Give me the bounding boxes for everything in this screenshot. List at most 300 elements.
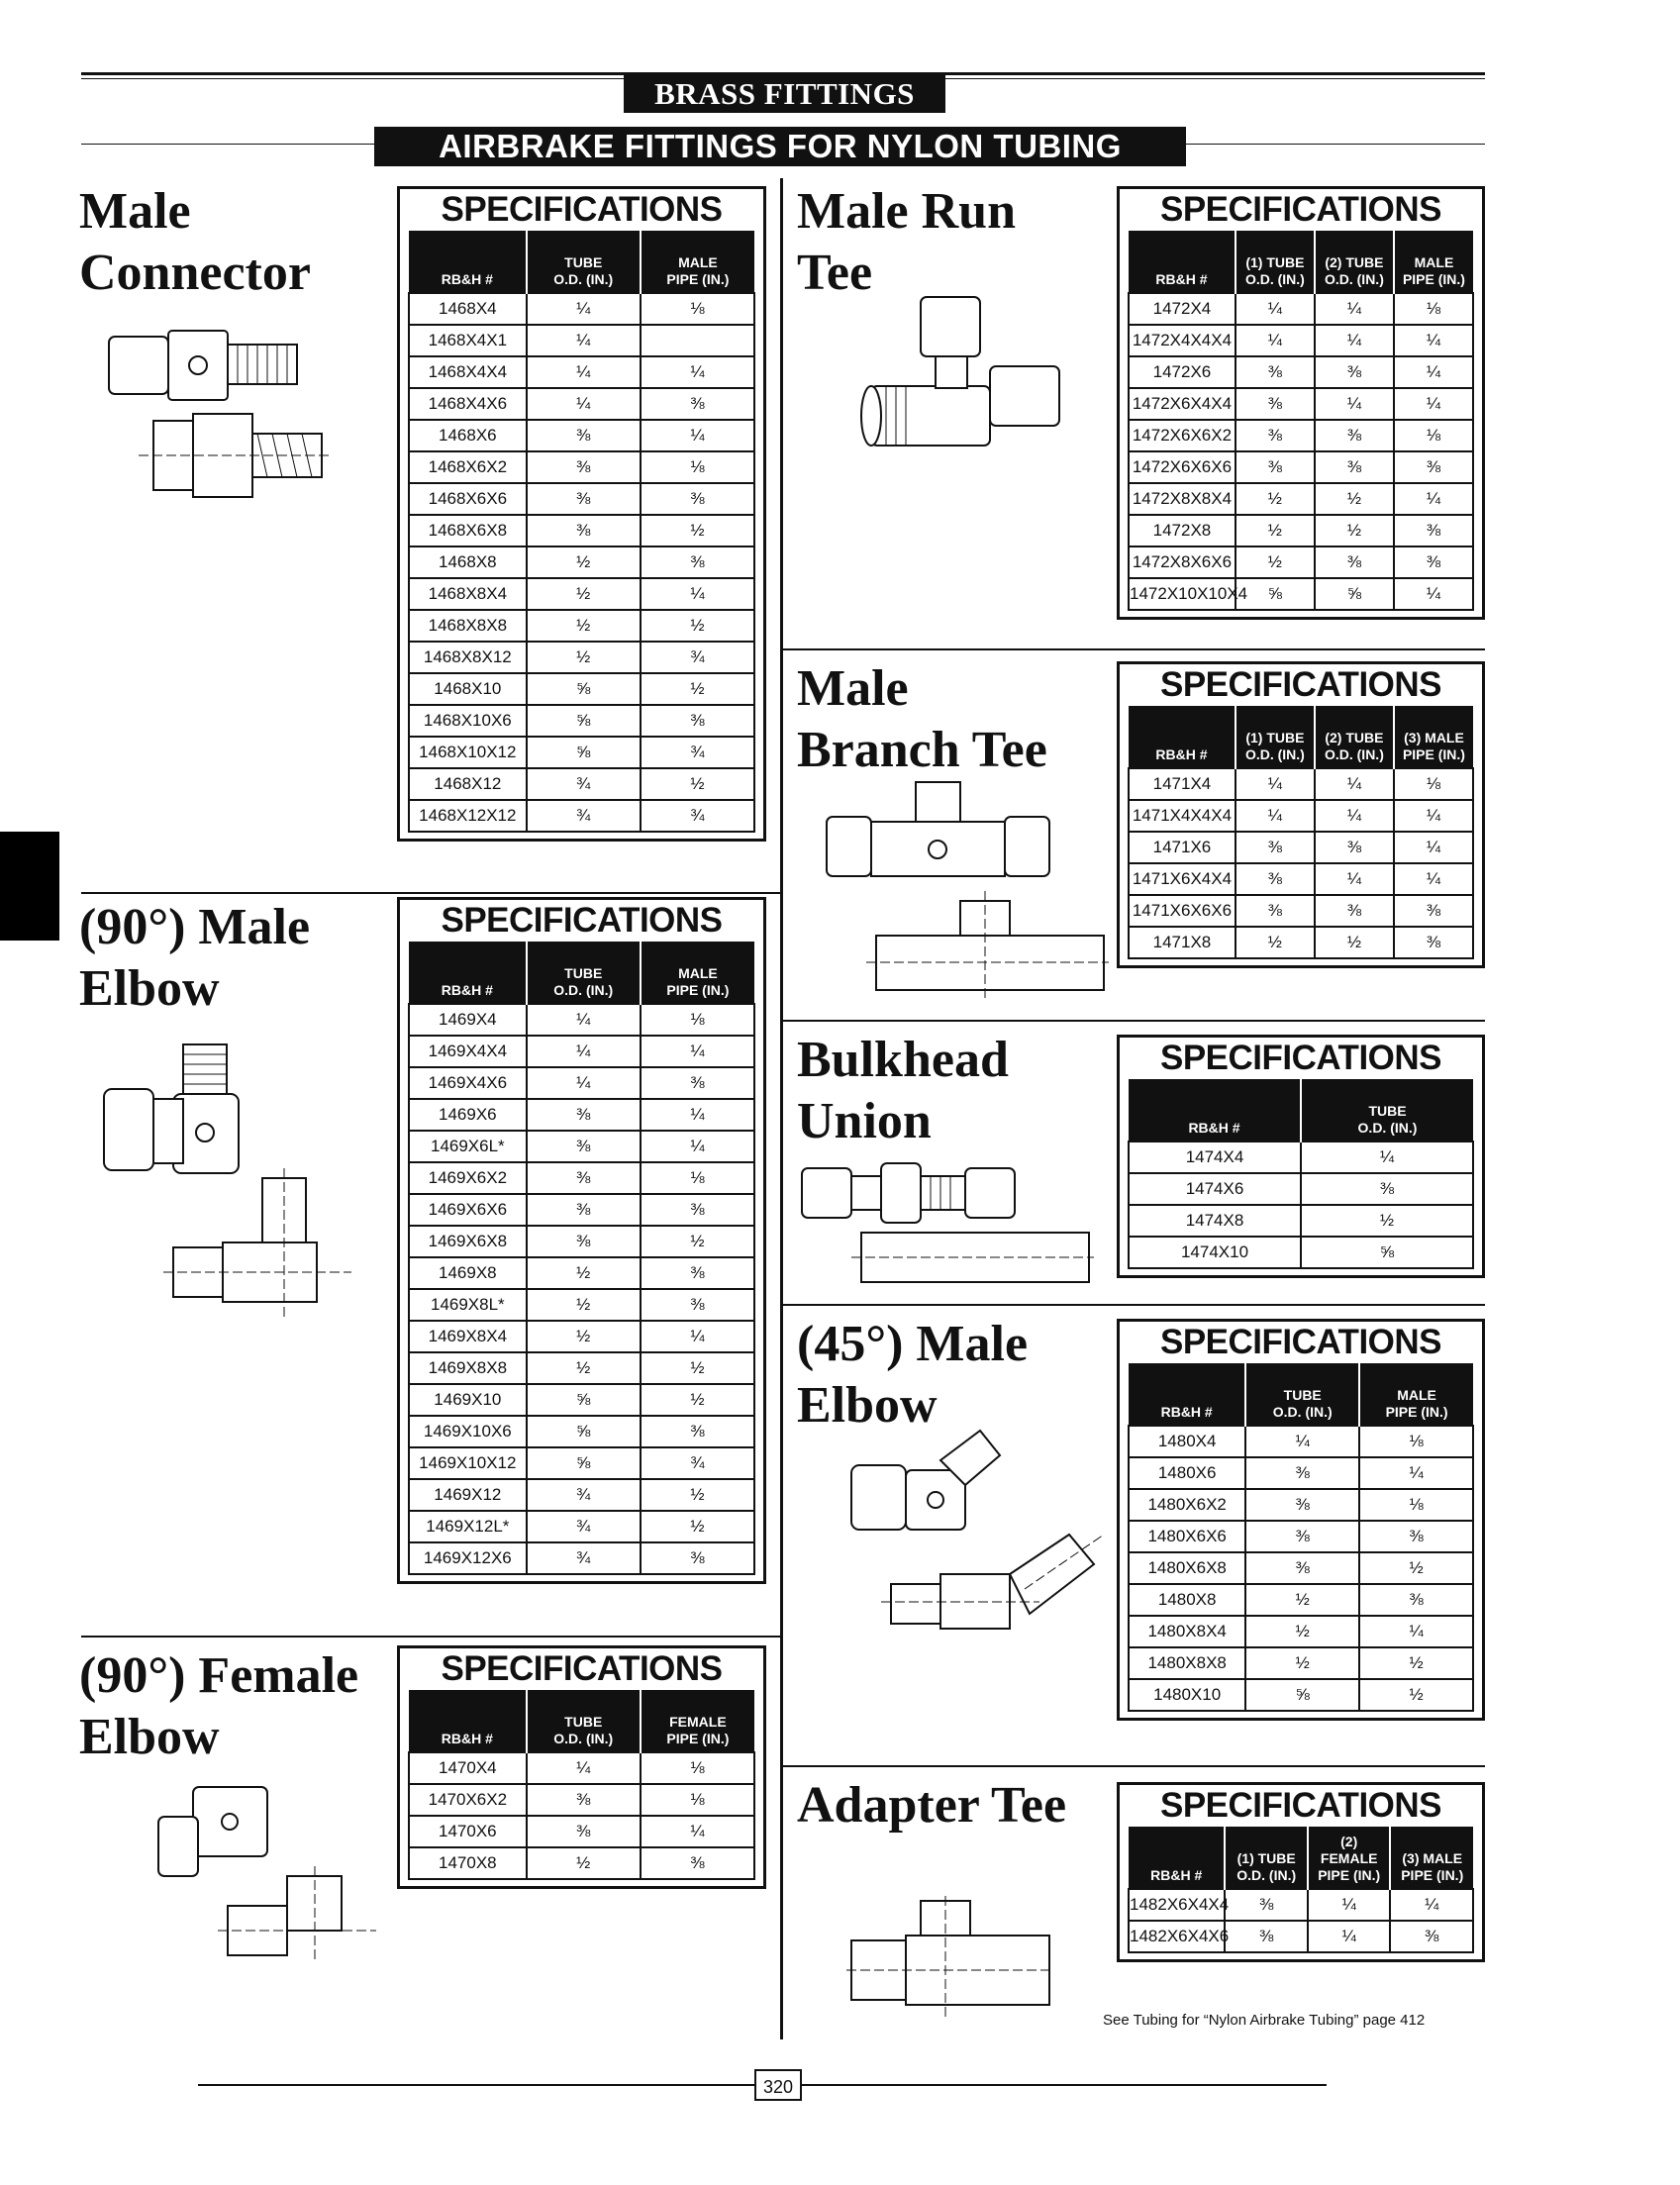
table-row	[1129, 1921, 1473, 1952]
part-number-cell: 1480X10	[1129, 1679, 1245, 1711]
table-row	[409, 1257, 754, 1289]
table-row	[409, 546, 754, 578]
part-number-cell: 1474X4	[1129, 1142, 1301, 1173]
size-cell: ¼	[1315, 863, 1394, 895]
size-cell: ¼	[1359, 1457, 1473, 1489]
size-cell: ½	[641, 1226, 754, 1257]
column-header: TUBE O.D. (IN.)	[527, 1690, 641, 1752]
table-row	[1129, 863, 1473, 895]
table-row	[409, 800, 754, 832]
male-elbow-90-illustration	[94, 1030, 361, 1327]
table-row	[409, 1752, 754, 1784]
part-number-cell: 1468X12	[409, 768, 527, 800]
section-title-male-run-tee: Male Run Tee	[797, 183, 1016, 301]
size-cell: ¼	[527, 325, 641, 356]
part-number-cell: 1482X6X4X4	[1129, 1889, 1225, 1921]
spec-header-row	[409, 1690, 754, 1752]
table-row	[409, 483, 754, 515]
column-divider	[780, 178, 783, 2039]
section-title-adapter-tee: Adapter Tee	[797, 1777, 1067, 1834]
male-elbow-45-illustration	[841, 1426, 1119, 1663]
size-cell: ¼	[527, 1752, 641, 1784]
table-row	[409, 356, 754, 388]
table-row	[409, 1479, 754, 1511]
size-cell: ½	[1359, 1679, 1473, 1711]
part-number-cell: 1470X8	[409, 1847, 527, 1879]
size-cell: ¾	[527, 800, 641, 832]
table-row	[409, 1542, 754, 1574]
table-row	[409, 1511, 754, 1542]
table-row	[409, 705, 754, 737]
spec-title: SPECIFICATIONS	[1159, 665, 1442, 704]
page-edge-tab	[0, 832, 59, 941]
size-cell: ½	[641, 673, 754, 705]
table-row	[409, 673, 754, 705]
size-cell: ¼	[1394, 832, 1473, 863]
part-number-cell: 1480X8X8	[1129, 1647, 1245, 1679]
size-cell: ⅜	[1315, 546, 1394, 578]
table-row	[1129, 420, 1473, 451]
table-row	[1129, 546, 1473, 578]
size-cell: ½	[1245, 1616, 1359, 1647]
part-number-cell: 1468X6	[409, 420, 527, 451]
size-cell: ⅜	[1394, 927, 1473, 958]
part-number-cell: 1480X6	[1129, 1457, 1245, 1489]
size-cell: ⅛	[1394, 293, 1473, 325]
size-cell: ¼	[641, 356, 754, 388]
table-row	[409, 1447, 754, 1479]
table-row	[409, 1384, 754, 1416]
size-cell: ⅝	[527, 1384, 641, 1416]
size-cell: ¼	[1235, 768, 1315, 800]
bulkhead-union-illustration	[792, 1158, 1099, 1297]
part-number-cell: 1468X4	[409, 293, 527, 325]
table-row	[1129, 1142, 1473, 1173]
size-cell: ⅜	[641, 705, 754, 737]
size-cell: ¼	[1235, 800, 1315, 832]
size-cell: ¼	[1315, 768, 1394, 800]
part-number-cell: 1470X6	[409, 1816, 527, 1847]
spec-table-male-branch-tee	[1117, 661, 1485, 968]
adapter-tee-illustration	[846, 1896, 1054, 2025]
size-cell: ⅜	[1359, 1584, 1473, 1616]
part-number-cell: 1470X6X2	[409, 1784, 527, 1816]
size-cell: ½	[527, 1321, 641, 1352]
table-row	[1129, 325, 1473, 356]
size-cell: ⅝	[1301, 1237, 1473, 1268]
table-row	[409, 1847, 754, 1879]
size-cell: ½	[1301, 1205, 1473, 1237]
part-number-cell: 1468X8X8	[409, 610, 527, 642]
size-cell: ⅛	[641, 1162, 754, 1194]
size-cell: ⅜	[641, 1067, 754, 1099]
spec-grid	[1128, 706, 1474, 959]
size-cell: ½	[1235, 927, 1315, 958]
size-cell: ⅜	[1394, 546, 1473, 578]
part-number-cell: 1470X4	[409, 1752, 527, 1784]
section-title-male-elbow-45: (45°) Male Elbow	[797, 1316, 1029, 1434]
table-row	[1129, 578, 1473, 610]
spec-table-bulkhead-union	[1117, 1035, 1485, 1278]
column-header: (2) TUBE O.D. (IN.)	[1315, 706, 1394, 768]
part-number-cell: 1472X10X10X4	[1129, 578, 1235, 610]
spec-title: SPECIFICATIONS	[441, 190, 723, 229]
size-cell: ⅛	[1359, 1426, 1473, 1457]
size-cell: ⅜	[1245, 1489, 1359, 1521]
spec-table-male-elbow-45	[1117, 1319, 1485, 1721]
size-cell: ¼	[641, 1816, 754, 1847]
size-cell: ¾	[527, 1542, 641, 1574]
size-cell: ⅜	[527, 1816, 641, 1847]
table-row	[409, 451, 754, 483]
size-cell: ⅜	[1235, 863, 1315, 895]
column-header: TUBE O.D. (IN.)	[1245, 1363, 1359, 1426]
size-cell: ⅝	[1245, 1679, 1359, 1711]
table-row	[1129, 356, 1473, 388]
table-row	[1129, 768, 1473, 800]
part-number-cell: 1469X12	[409, 1479, 527, 1511]
page-number: 320	[754, 2069, 802, 2101]
column-header: FEMALE PIPE (IN.)	[641, 1690, 754, 1752]
part-number-cell: 1468X10X6	[409, 705, 527, 737]
size-cell: ⅝	[1235, 578, 1315, 610]
spec-header-row	[1129, 1827, 1473, 1889]
size-cell: ⅜	[1235, 895, 1315, 927]
spec-grid	[1128, 231, 1474, 611]
table-row	[1129, 1679, 1473, 1711]
column-header: (2) TUBE O.D. (IN.)	[1315, 231, 1394, 293]
size-cell: ⅜	[527, 1162, 641, 1194]
part-number-cell: 1472X6X4X4	[1129, 388, 1235, 420]
part-number-cell: 1471X6X4X4	[1129, 863, 1235, 895]
size-cell: ⅛	[641, 1752, 754, 1784]
spec-grid	[1128, 1827, 1474, 1953]
column-header: RB&H #	[409, 231, 527, 293]
part-number-cell: 1469X8	[409, 1257, 527, 1289]
size-cell: ⅛	[1359, 1489, 1473, 1521]
part-number-cell: 1471X4X4X4	[1129, 800, 1235, 832]
size-cell: ¾	[641, 800, 754, 832]
column-header: MALE PIPE (IN.)	[641, 942, 754, 1004]
size-cell: ⅜	[527, 1131, 641, 1162]
size-cell: ½	[1245, 1647, 1359, 1679]
size-cell: ¼	[1394, 325, 1473, 356]
male-branch-tee-illustration	[817, 772, 1114, 1010]
spec-title: SPECIFICATIONS	[441, 901, 723, 940]
column-header: RB&H #	[1129, 706, 1235, 768]
spec-header-row	[1129, 706, 1473, 768]
size-cell: ¼	[527, 1067, 641, 1099]
size-cell: ¼	[641, 1321, 754, 1352]
table-row	[409, 610, 754, 642]
table-row	[1129, 1173, 1473, 1205]
table-row	[1129, 1647, 1473, 1679]
size-cell: ¼	[1394, 388, 1473, 420]
size-cell: ½	[1235, 483, 1315, 515]
table-row	[1129, 1489, 1473, 1521]
table-row	[409, 325, 754, 356]
part-number-cell: 1469X6L*	[409, 1131, 527, 1162]
section-rule	[81, 892, 780, 894]
size-cell: ⅜	[1315, 895, 1394, 927]
table-row	[409, 1131, 754, 1162]
size-cell: ¼	[1308, 1889, 1391, 1921]
part-number-cell: 1468X10	[409, 673, 527, 705]
size-cell: ⅜	[527, 451, 641, 483]
column-header: TUBE O.D. (IN.)	[527, 942, 641, 1004]
size-cell: ⅛	[641, 451, 754, 483]
size-cell: ½	[1235, 515, 1315, 546]
size-cell: ⅜	[1301, 1173, 1473, 1205]
section-rule	[782, 1020, 1485, 1022]
size-cell: ⅜	[1390, 1921, 1473, 1952]
size-cell: ⅜	[1359, 1521, 1473, 1552]
part-number-cell: 1472X8X6X6	[1129, 546, 1235, 578]
spec-header-row	[1129, 231, 1473, 293]
table-row	[409, 737, 754, 768]
column-header: MALE PIPE (IN.)	[1359, 1363, 1473, 1426]
size-cell: ¼	[527, 388, 641, 420]
size-cell: ¼	[1394, 578, 1473, 610]
spec-title: SPECIFICATIONS	[1159, 1323, 1442, 1361]
part-number-cell: 1482X6X4X6	[1129, 1921, 1225, 1952]
size-cell: ⅜	[1225, 1889, 1308, 1921]
size-cell: ¼	[641, 1099, 754, 1131]
spec-grid	[408, 942, 755, 1575]
section-title-bulkhead-union: Bulkhead Union	[797, 1032, 1009, 1149]
male-run-tee-illustration	[841, 287, 1079, 485]
size-cell: ¾	[527, 1479, 641, 1511]
size-cell: ⅜	[1235, 388, 1315, 420]
part-number-cell: 1469X4X4	[409, 1036, 527, 1067]
column-header: RB&H #	[1129, 231, 1235, 293]
part-number-cell: 1474X6	[1129, 1173, 1301, 1205]
size-cell: ½	[641, 1384, 754, 1416]
size-cell: ¼	[641, 420, 754, 451]
spec-grid	[408, 1690, 755, 1880]
tubing-reference-note: See Tubing for “Nylon Airbrake Tubing” page 412	[1103, 2012, 1426, 2029]
column-header: MALE PIPE (IN.)	[1394, 231, 1473, 293]
part-number-cell: 1469X6	[409, 1099, 527, 1131]
part-number-cell: 1469X12X6	[409, 1542, 527, 1574]
part-number-cell: 1472X4X4X4	[1129, 325, 1235, 356]
size-cell: ⅜	[641, 1194, 754, 1226]
size-cell: ½	[1359, 1647, 1473, 1679]
size-cell: ¼	[527, 1036, 641, 1067]
part-number-cell: 1468X12X12	[409, 800, 527, 832]
size-cell: ¼	[1315, 388, 1394, 420]
size-cell: ⅜	[1394, 515, 1473, 546]
spec-header-row	[409, 231, 754, 293]
spec-header-row	[1129, 1363, 1473, 1426]
part-number-cell: 1472X4	[1129, 293, 1235, 325]
table-row	[409, 388, 754, 420]
size-cell: ⅜	[1235, 451, 1315, 483]
part-number-cell: 1468X4X1	[409, 325, 527, 356]
spec-table-adapter-tee	[1117, 1782, 1485, 1962]
spec-table-male-connector	[397, 186, 766, 842]
section-title-male-connector: Male Connector	[79, 183, 311, 301]
part-number-cell: 1469X8X8	[409, 1352, 527, 1384]
size-cell: ⅜	[527, 1226, 641, 1257]
size-cell: ⅝	[527, 737, 641, 768]
table-row	[1129, 483, 1473, 515]
part-number-cell: 1474X10	[1129, 1237, 1301, 1268]
table-row	[409, 1816, 754, 1847]
size-cell: ¼	[1394, 356, 1473, 388]
spec-table-male-elbow-90	[397, 897, 766, 1584]
part-number-cell: 1471X6	[1129, 832, 1235, 863]
spec-header-row	[409, 942, 754, 1004]
size-cell: ¼	[1235, 325, 1315, 356]
part-number-cell: 1471X4	[1129, 768, 1235, 800]
table-row	[409, 293, 754, 325]
size-cell: ⅜	[1235, 420, 1315, 451]
section-rule	[782, 648, 1485, 650]
part-number-cell: 1480X6X8	[1129, 1552, 1245, 1584]
column-header: (3) MALE PIPE (IN.)	[1394, 706, 1473, 768]
column-header: RB&H #	[1129, 1363, 1245, 1426]
table-row	[1129, 1552, 1473, 1584]
size-cell: ⅜	[641, 1257, 754, 1289]
size-cell: ⅜	[641, 1289, 754, 1321]
size-cell: ⅜	[1245, 1457, 1359, 1489]
size-cell: ½	[527, 642, 641, 673]
column-header: RB&H #	[1129, 1079, 1301, 1142]
size-cell: ⅜	[641, 483, 754, 515]
size-cell: ⅝	[1315, 578, 1394, 610]
size-cell: ½	[1245, 1584, 1359, 1616]
section-rule	[81, 1636, 780, 1638]
size-cell: ¼	[1301, 1142, 1473, 1173]
table-row	[1129, 832, 1473, 863]
size-cell: ½	[641, 515, 754, 546]
size-cell: ⅜	[1245, 1521, 1359, 1552]
size-cell: ⅜	[1315, 451, 1394, 483]
size-cell	[641, 325, 754, 356]
section-rule	[782, 1304, 1485, 1306]
table-row	[409, 1194, 754, 1226]
size-cell: ⅜	[527, 420, 641, 451]
table-row	[409, 1099, 754, 1131]
part-number-cell: 1480X4	[1129, 1426, 1245, 1457]
column-header: (3) MALE PIPE (IN.)	[1390, 1827, 1473, 1889]
size-cell: ⅜	[527, 483, 641, 515]
part-number-cell: 1472X6	[1129, 356, 1235, 388]
column-header: TUBE O.D. (IN.)	[527, 231, 641, 293]
part-number-cell: 1468X10X12	[409, 737, 527, 768]
size-cell: ½	[1315, 927, 1394, 958]
size-cell: ¼	[641, 1131, 754, 1162]
part-number-cell: 1474X8	[1129, 1205, 1301, 1237]
size-cell: ⅛	[641, 1004, 754, 1036]
table-row	[1129, 293, 1473, 325]
size-cell: ½	[1235, 546, 1315, 578]
part-number-cell: 1469X12L*	[409, 1511, 527, 1542]
part-number-cell: 1480X8X4	[1129, 1616, 1245, 1647]
size-cell: ⅛	[1394, 768, 1473, 800]
table-row	[1129, 1521, 1473, 1552]
subcategory-banner: AIRBRAKE FITTINGS FOR NYLON TUBING	[374, 127, 1186, 166]
spec-title: SPECIFICATIONS	[1159, 190, 1442, 229]
table-row	[409, 642, 754, 673]
table-row	[409, 1004, 754, 1036]
table-row	[409, 1226, 754, 1257]
size-cell: ⅜	[1394, 451, 1473, 483]
size-cell: ¾	[641, 642, 754, 673]
part-number-cell: 1469X4	[409, 1004, 527, 1036]
size-cell: ⅝	[527, 1447, 641, 1479]
size-cell: ¾	[641, 1447, 754, 1479]
table-row	[1129, 1584, 1473, 1616]
size-cell: ⅜	[641, 388, 754, 420]
size-cell: ⅜	[1394, 895, 1473, 927]
spec-header-row	[1129, 1079, 1473, 1142]
table-row	[1129, 1889, 1473, 1921]
size-cell: ⅜	[641, 546, 754, 578]
table-row	[1129, 515, 1473, 546]
column-header: (2) FEMALE PIPE (IN.)	[1308, 1827, 1391, 1889]
size-cell: ½	[527, 546, 641, 578]
table-row	[409, 768, 754, 800]
size-cell: ¼	[641, 578, 754, 610]
table-row	[1129, 1237, 1473, 1268]
size-cell: ¾	[527, 1511, 641, 1542]
spec-grid	[408, 231, 755, 833]
part-number-cell: 1468X8X12	[409, 642, 527, 673]
size-cell: ¾	[527, 768, 641, 800]
part-number-cell: 1469X6X6	[409, 1194, 527, 1226]
part-number-cell: 1469X4X6	[409, 1067, 527, 1099]
size-cell: ½	[641, 768, 754, 800]
size-cell: ⅜	[1235, 832, 1315, 863]
size-cell: ½	[527, 610, 641, 642]
table-row	[409, 420, 754, 451]
size-cell: ⅜	[1315, 420, 1394, 451]
spec-table-female-elbow-90	[397, 1645, 766, 1889]
table-row	[409, 1321, 754, 1352]
size-cell: ⅜	[1225, 1921, 1308, 1952]
column-header: TUBE O.D. (IN.)	[1301, 1079, 1473, 1142]
column-header: (1) TUBE O.D. (IN.)	[1235, 706, 1315, 768]
size-cell: ¼	[1394, 483, 1473, 515]
part-number-cell: 1469X10X6	[409, 1416, 527, 1447]
part-number-cell: 1469X10X12	[409, 1447, 527, 1479]
size-cell: ¼	[1394, 863, 1473, 895]
part-number-cell: 1471X8	[1129, 927, 1235, 958]
part-number-cell: 1469X10	[409, 1384, 527, 1416]
size-cell: ¼	[1394, 800, 1473, 832]
spec-title: SPECIFICATIONS	[1159, 1786, 1442, 1825]
table-row	[1129, 451, 1473, 483]
spec-title: SPECIFICATIONS	[1159, 1039, 1442, 1077]
part-number-cell: 1469X8X4	[409, 1321, 527, 1352]
size-cell: ⅜	[1235, 356, 1315, 388]
column-header: RB&H #	[1129, 1827, 1225, 1889]
part-number-cell: 1468X4X6	[409, 388, 527, 420]
part-number-cell: 1471X6X6X6	[1129, 895, 1235, 927]
size-cell: ¼	[527, 356, 641, 388]
female-elbow-90-illustration	[148, 1777, 386, 1965]
table-row	[409, 1036, 754, 1067]
size-cell: ½	[527, 1257, 641, 1289]
spec-table-male-run-tee	[1117, 186, 1485, 620]
spec-title: SPECIFICATIONS	[441, 1649, 723, 1688]
male-connector-illustration	[99, 317, 337, 515]
size-cell: ⅜	[641, 1542, 754, 1574]
table-row	[409, 1162, 754, 1194]
table-row	[1129, 1616, 1473, 1647]
